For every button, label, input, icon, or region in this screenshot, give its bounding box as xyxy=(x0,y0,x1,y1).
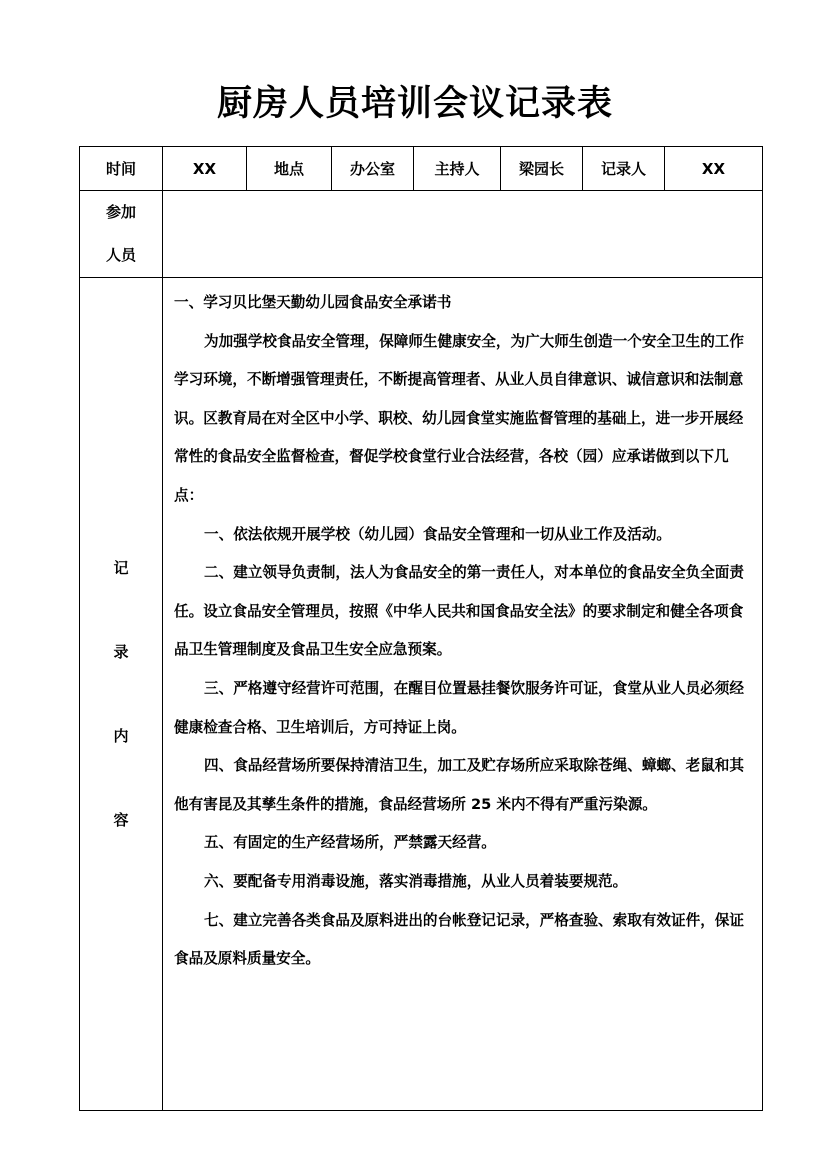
place-label: 地点 xyxy=(247,147,332,191)
content-paragraph: 三、严格遵守经营许可范围，在醒目位置悬挂餐饮服务许可证，食堂从业人员必须经健康检查合格、卫生培训后，方可持证上岗。 xyxy=(174,679,744,736)
content-label-char: 录 xyxy=(113,643,129,661)
time-value: XX xyxy=(163,147,247,191)
content-paragraph: 为加强学校食品安全管理，保障师生健康安全，为广大师生创造一个安全卫生的工作学习环境，不断增强管理责任，不断提高管理者、从业人员自律意识、诚信意识和法制意识。区教育局在对全区中小学、职校、幼儿园食堂实施监督管理的基础上，进一步开展经常性的食品安全监督检查，督促学校食堂行业合法经营，各校（园）应承诺做到以下几点： xyxy=(174,332,744,504)
attendees-label-line2: 人员 xyxy=(105,246,136,264)
content-heading: 一、学习贝比堡天勤幼儿园食品安全承诺书 xyxy=(174,294,452,311)
content-paragraph: 六、要配备专用消毒设施，落实消毒措施，从业人员着装要规范。 xyxy=(204,872,628,890)
document-title: 厨房人员培训会议记录表 xyxy=(216,84,613,124)
attendees-value xyxy=(163,191,763,278)
content-paragraph: 五、有固定的生产经营场所，严禁露天经营。 xyxy=(204,834,496,852)
host-value: 梁园长 xyxy=(501,147,583,191)
header-row xyxy=(80,147,763,191)
time-label: 时间 xyxy=(80,147,163,191)
attendees-label-line1: 参加 xyxy=(105,203,136,221)
content-label-char: 容 xyxy=(113,811,129,829)
attendees-row xyxy=(80,191,763,278)
content-paragraph: 七、建立完善各类食品及原料进出的台帐登记记录，严格查验、索取有效证件，保证食品及原料质量安全。 xyxy=(174,911,744,968)
recorder-label: 记录人 xyxy=(583,147,665,191)
content-label-char: 内 xyxy=(113,727,129,745)
attendees-label xyxy=(80,191,163,278)
record-table xyxy=(79,146,763,1111)
content-label xyxy=(80,278,163,1111)
content-paragraph: 一、依法依规开展学校（幼儿园）食品安全管理和一切从业工作及活动。 xyxy=(204,525,672,543)
content-label-char: 记 xyxy=(113,559,129,577)
content-paragraph: 二、建立领导负责制，法人为食品安全的第一责任人，对本单位的食品安全负全面责任。设立食品安全管理员，按照《中华人民共和国食品安全法》的要求制定和健全各项食品卫生管理制度及食品卫生安全应急预案。 xyxy=(174,564,744,659)
content-row xyxy=(80,278,763,1111)
content-body xyxy=(163,278,763,1111)
place-value: 办公室 xyxy=(332,147,414,191)
recorder-value: XX xyxy=(665,147,763,191)
content-paragraph: 四、食品经营场所要保持清洁卫生，加工及贮存场所应采取除苍绳、蟑螂、老鼠和其他有害昆及其孳生条件的措施，食品经营场所 25 米内不得有严重污染源。 xyxy=(174,757,744,813)
host-label: 主持人 xyxy=(414,147,501,191)
